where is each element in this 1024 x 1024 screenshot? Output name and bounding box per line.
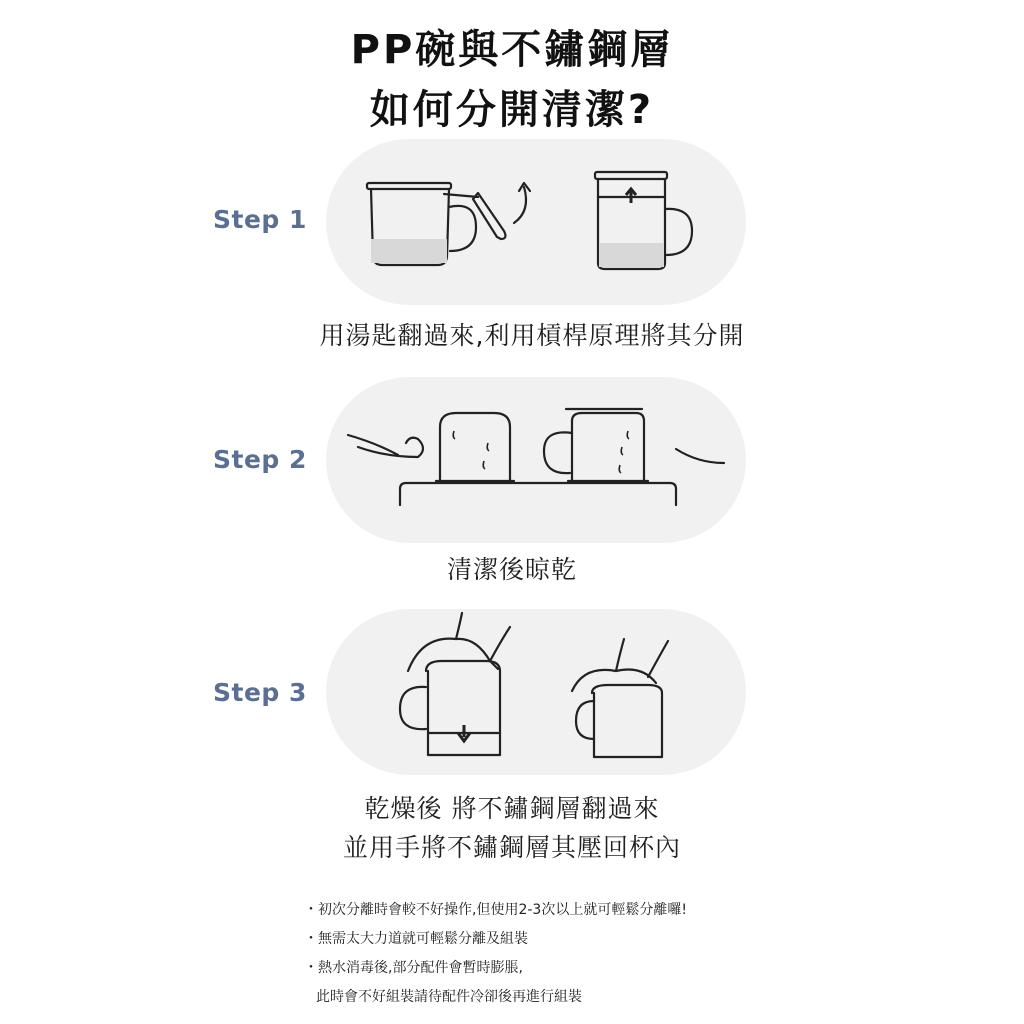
down-arrow-icon [458,725,470,741]
note-item: 此時會不好組裝請待配件冷卻後再進行組裝 [316,989,582,1005]
cup-lid-icon [367,183,451,189]
drying-rack-icon [400,483,676,505]
step-1-illustration [326,139,746,305]
notes-list [304,896,824,1012]
water-drops-icon [453,431,629,473]
note-item: ・熱水消毒後,部分配件會暫時膨脹, [304,960,523,976]
curved-arrow-icon [514,187,526,223]
step-3-label: Step 3 [213,678,307,707]
pp-bowl-icon [440,413,510,481]
step-1-caption: 用湯匙翻過來,利用槓桿原理將其分開 [319,321,745,350]
step-3-caption-line1: 乾燥後 將不鏽鋼層翻過來 [364,794,660,823]
spoon-icon [473,193,505,239]
page-title-line1: PP碗與不鏽鋼層 [350,27,674,73]
note-item: ・無需太大力道就可輕鬆分離及組裝 [304,931,528,947]
hand-icon [408,639,498,671]
steel-cup-icon [572,413,644,481]
cup-assembled-icon [592,685,662,757]
step-3-illustration [326,609,746,775]
step-2-caption: 清潔後晾乾 [446,555,577,584]
cup-handle-icon [449,206,476,251]
page-title-line2: 如何分開清潔? [369,87,655,133]
step-1-label: Step 1 [213,205,307,234]
step-3-caption-line2: 並用手將不鏽鋼層其壓回杯內 [342,833,681,862]
step-2-illustration [326,377,746,543]
step-2-label: Step 2 [213,445,307,474]
note-item: ・初次分離時會較不好操作,但使用2-3次以上就可輕鬆分離囉! [304,902,687,918]
